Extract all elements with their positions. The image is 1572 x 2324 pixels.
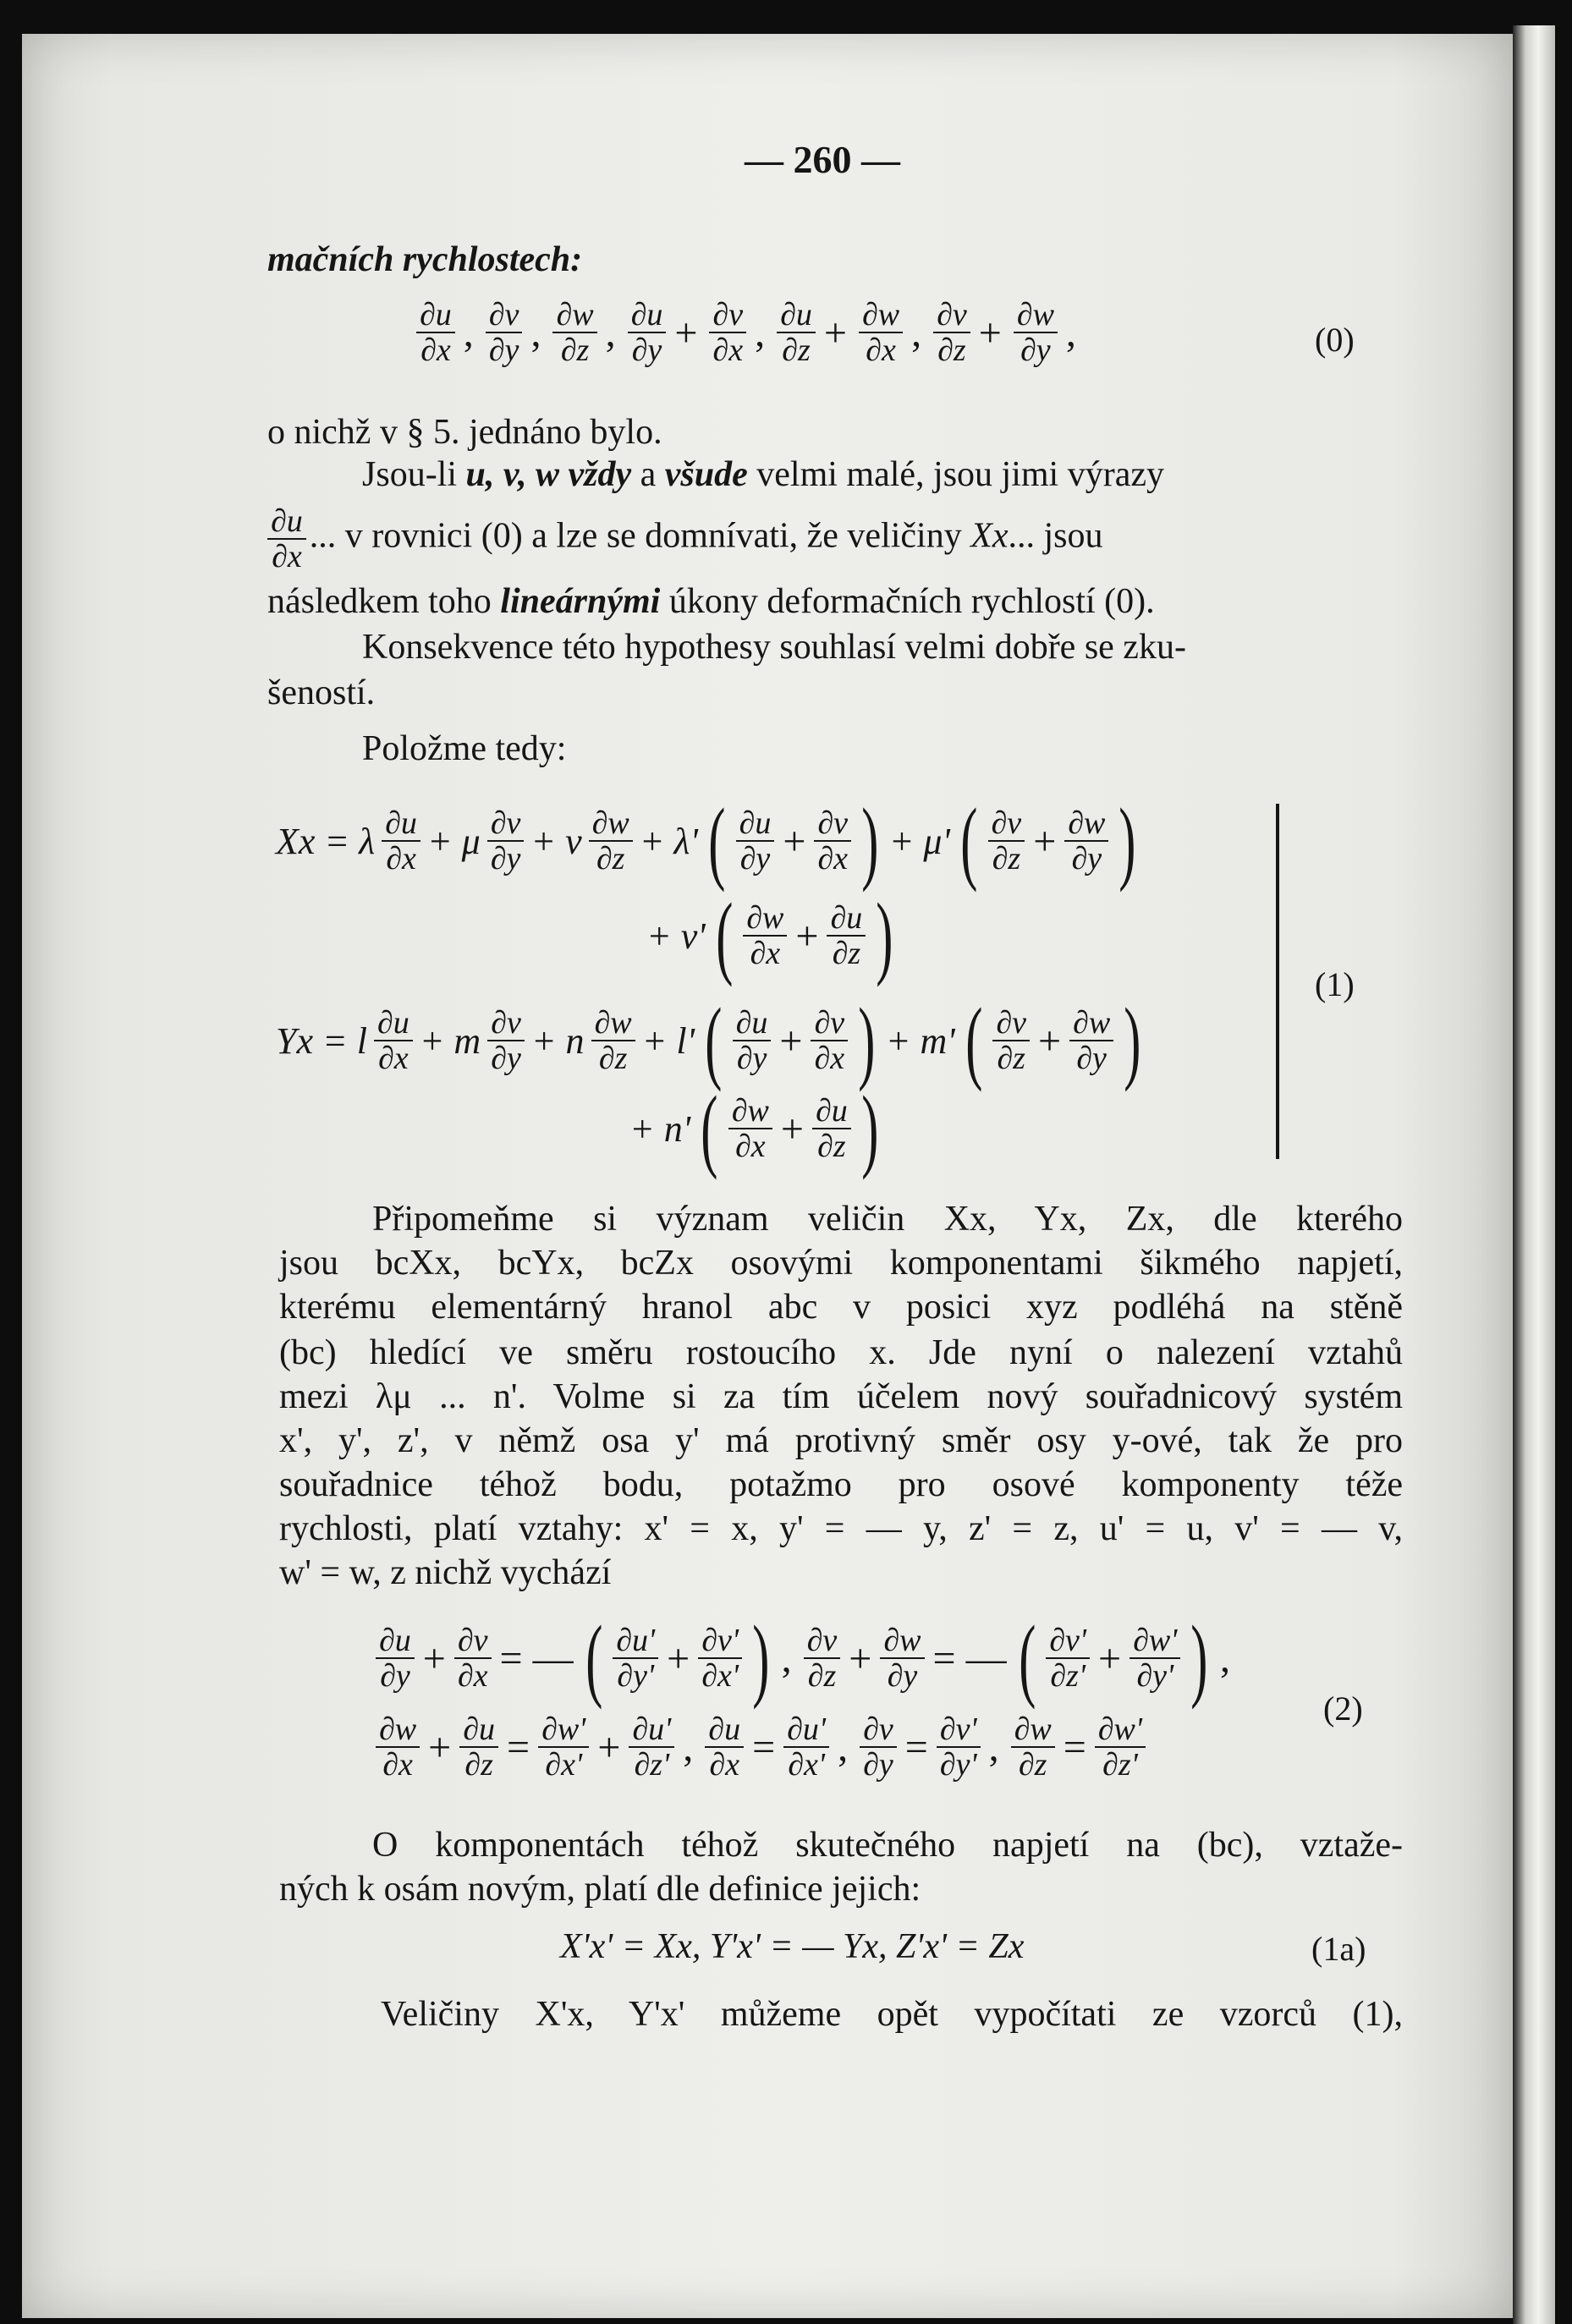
para1-line1: o nichž v § 5. jednáno bylo. [267,413,662,452]
equation-1a: X'x' = Xx, Y'x' = — Yx, Z'x' = Zx [560,1927,1025,1966]
para1-line7: Položme tedy: [362,729,567,768]
equation-2-row1: $\frac{\partial u}{\partial y}$ + $\frac{\partial v}{\partial x}$ = — ( $\frac{\partial u'}{\partial y'}$ + $\frac{\partial v'}{\partial x'}$ ) , $\frac{\partial v}{\partial z}$ + $\frac{\partial w}{\partial y}$ = — ( $\frac{\partial v'}{\partial z'}$ + $\frac{\partial w'}{\partial y'}$ ) , [372,1616,1235,1700]
equation-0: $\frac{\partial u}{\partial x}$ , $\frac{\partial v}{\partial y}$ , $\frac{\partial w}{\partial z}$ , $\frac{\partial u}{\partial y}$ + $\frac{\partial v}{\partial x}$ , $\frac{\partial u}{\partial z}$ + $\frac{\partial w}{\partial x}$ , $\frac{\partial v}{\partial z}$ + $\frac{\partial w}{\partial y}$ , [413,298,1081,367]
equation-1-X: Xx = λ $\frac{\partial u}{\partial x}$ + μ $\frac{\partial v}{\partial y}$ + ν $\frac{\partial w}{\partial z}$ + λ' ( $\frac{\partial u}{\partial y}$ + $\frac{\partial v}{\partial x}$ ) + μ' ( $\frac{\partial v}{\partial z}$ + $\frac{\partial w}{\partial y}$ ) [276,789,1136,893]
equation-1-X-cont: + ν' ( $\frac{\partial w}{\partial x}$ + $\frac{\partial u}{\partial z}$ ) [646,884,893,987]
para1-line2: Jsou-li u, v, w vždy a všude velmi malé, jsou jimi výrazy [362,455,1164,494]
para2-line1: Připomeňme si význam veličin Xx, Yx, Zx, dle kterého [372,1200,1403,1239]
para1-line5: Konsekvence této hypothesy souhlasí velmi dobře se zku- [362,628,1186,667]
para2-line9: w' = w, z nichž vychází [279,1553,612,1592]
para1-line6: šeností. [267,673,376,712]
equation-2-row2: $\frac{\partial w}{\partial x}$ + $\frac{\partial u}{\partial z}$ = $\frac{\partial w'}{\partial x'}$ + $\frac{\partial u'}{\partial z'}$ , $\frac{\partial u}{\partial x}$ = $\frac{\partial u'}{\partial x'}$ , $\frac{\partial v}{\partial y}$ = $\frac{\partial v'}{\partial y'}$ , $\frac{\partial w}{\partial z}$ = $\frac{\partial w'}{\partial z'}$ [372,1712,1149,1782]
para2-line7: souřadnice téhož bodu, potažmo pro osové komponenty téže [279,1465,1403,1504]
para2-line2: jsou bcXx, bcYx, bcZx osovými komponentami šikmého napjetí, [279,1244,1403,1283]
para2-line6: x', y', z', v němž osa y' má protivný směr osy y-ové, tak že pro [279,1421,1403,1460]
eq2-number: (2) [1323,1689,1363,1728]
eq1a-number: (1a) [1311,1930,1366,1968]
para3-line3: Veličiny X'x, Y'x' můžeme opět vypočítati ze vzorců (1), [381,1995,1403,2034]
para1-line3: $\frac{\partial u}{\partial x}$ ... v rovnici (0) a lze se domnívati, že veličiny Xx... jsou [267,504,1103,574]
equation-1-brace [1276,804,1279,1159]
equation-1-Y-cont: + n' ( $\frac{\partial w}{\partial x}$ + $\frac{\partial u}{\partial z}$ ) [629,1077,879,1180]
book-page [22,34,1513,2318]
intro-line: mačních rychlostech: [267,240,583,279]
para2-line5: mezi λμ ... n'. Volme si za tím účelem nový souřadnicový systém [279,1377,1403,1416]
para2-line8: rychlosti, platí vztahy: x' = x, y' = — y, z' = z, u' = u, v' = — v, [279,1509,1403,1548]
eq1-number: (1) [1315,965,1355,1003]
para2-line4: (bc) hledící ve směru rostoucího x. Jde nyní o nalezení vztahů [279,1333,1403,1372]
para2-line3: kterému elementárný hranol abc v posici xyz podléhá na stěně [279,1288,1403,1327]
page-number: — 260 — [745,138,900,181]
para3-line1: O komponentách téhož skutečného napjetí na (bc), vztaže- [372,1826,1403,1865]
eq0-number: (0) [1315,321,1355,359]
equation-1-Y: Yx = l $\frac{\partial u}{\partial x}$ + m $\frac{\partial v}{\partial y}$ + n $\frac{\partial w}{\partial z}$ + l' ( $\frac{\partial u}{\partial y}$ + $\frac{\partial v}{\partial x}$ ) + m' ( $\frac{\partial v}{\partial z}$ + $\frac{\partial w}{\partial y}$ ) [276,989,1141,1092]
para3-line2: ných k osám novým, platí dle definice jejich: [279,1870,921,1909]
para1-line4: následkem toho lineárnými úkony deformačních rychlostí (0). [267,582,1155,621]
page-edge [1513,25,1555,2324]
